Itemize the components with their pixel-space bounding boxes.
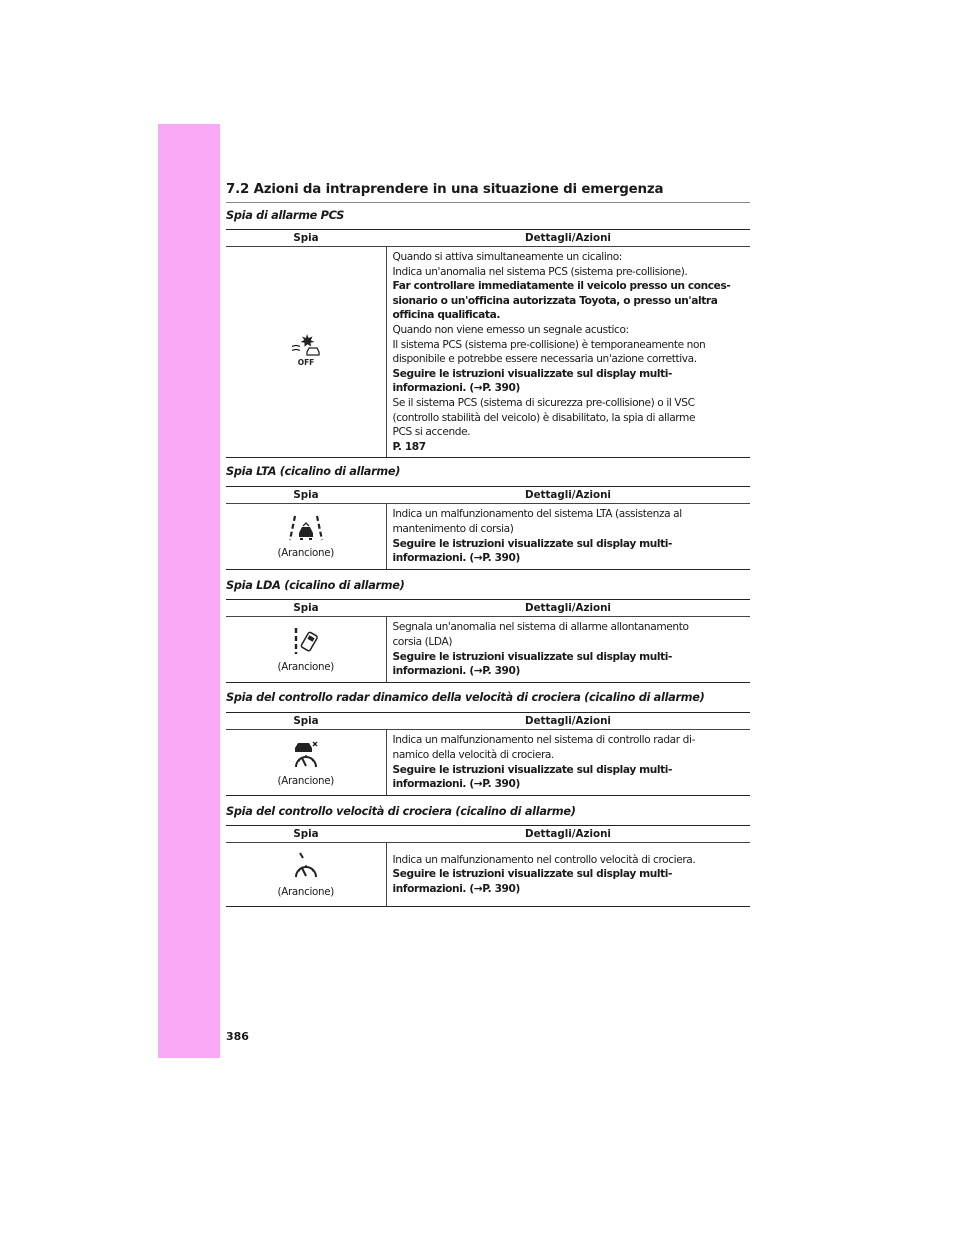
col-header-details: Dettagli/Azioni: [386, 600, 750, 617]
detail-line: (controllo stabilità del veicolo) è disabilitato, la spia di allarme: [392, 411, 696, 424]
pcs-section-title: Spia di allarme PCS: [226, 209, 345, 222]
detail-line: mantenimento di corsia): [392, 522, 514, 535]
icon-cell: [226, 504, 386, 570]
detail-line: Seguire le istruzioni visualizzate sul display multi-: [392, 868, 673, 881]
detail-line: Indica un malfunzionamento del sistema LTA (assistenza al: [392, 508, 682, 521]
page-ref-link[interactable]: informazioni. (→P. 390): [392, 778, 520, 791]
detail-line: namico della velocità di crociera.: [392, 748, 554, 761]
col-header-details: Dettagli/Azioni: [386, 230, 750, 247]
detail-line: Seguire le istruzioni visualizzate sul display multi-: [392, 763, 673, 776]
detail-line: Quando si attiva simultaneamente un cicalino:: [392, 251, 622, 263]
cruise-control-icon: [292, 852, 320, 884]
lda-details: [386, 617, 750, 683]
detail-line: Seguire le istruzioni visualizzate sul display multi-: [392, 537, 673, 550]
page-ref-link[interactable]: informazioni. (→P. 390): [392, 552, 520, 565]
detail-line: Indica un malfunzionamento nel controllo velocità di crociera.: [392, 853, 696, 866]
detail-line: Il sistema PCS (sistema pre-collisione) è temporaneamente non: [392, 338, 706, 351]
page-ref-link[interactable]: informazioni. (→P. 390): [392, 382, 520, 395]
cruise-details: [386, 843, 750, 907]
col-header-spia: Spia: [226, 230, 386, 247]
lda-warning-table: [226, 599, 750, 683]
col-header-spia: Spia: [226, 600, 386, 617]
detail-line: Se il sistema PCS (sistema di sicurezza pre-collisione) o il VSC: [392, 396, 695, 409]
icon-color-label: (Arancione): [277, 546, 335, 559]
pcs-details: [386, 247, 750, 458]
radar-cruise-section-title: Spia del controllo radar dinamico della velocità di crociera (cicalino di allarme): [226, 691, 705, 704]
pcs-warning-table: [226, 229, 750, 458]
detail-line: Indica un malfunzionamento nel sistema di controllo radar di-: [392, 734, 695, 747]
lda-section-title: Spia LDA (cicalino di allarme): [226, 579, 405, 592]
col-header-spia: Spia: [226, 826, 386, 843]
pcs-off-icon: [289, 333, 323, 371]
lta-icon: [288, 515, 324, 545]
icon-color-label: (Arancione): [277, 885, 335, 898]
icon-cell: [226, 617, 386, 683]
cruise-warning-table: [226, 825, 750, 907]
col-header-spia: Spia: [226, 487, 386, 504]
icon-color-label: (Arancione): [277, 774, 335, 787]
icon-color-label: (Arancione): [277, 660, 335, 673]
lda-icon: [291, 627, 321, 659]
lta-warning-table: [226, 486, 750, 570]
section-title: 7.2 Azioni da intraprendere in una situazione di emergenza: [226, 182, 664, 197]
chapter-side-tab: [158, 124, 220, 1058]
detail-line: Seguire le istruzioni visualizzate sul display multi-: [392, 367, 673, 380]
lta-details: [386, 504, 750, 570]
cruise-section-title: Spia del controllo velocità di crociera (cicalino di allarme): [226, 805, 576, 818]
section-header: [226, 178, 750, 203]
detail-line: PCS si accende.: [392, 426, 471, 439]
page-number: 386: [226, 1030, 249, 1043]
col-header-details: Dettagli/Azioni: [386, 826, 750, 843]
icon-cell: [226, 247, 386, 458]
icon-cell: [226, 730, 386, 796]
icon-cell: [226, 843, 386, 907]
detail-line: Quando non viene emesso un segnale acustico:: [392, 323, 629, 336]
page-ref-link[interactable]: informazioni. (→P. 390): [392, 665, 520, 678]
detail-line: corsia (LDA): [392, 635, 453, 648]
detail-line: officina qualificata.: [392, 309, 500, 322]
lta-section-title: Spia LTA (cicalino di allarme): [226, 465, 401, 478]
detail-line: Indica un'anomalia nel sistema PCS (sistema pre-collisione).: [392, 265, 688, 278]
page-ref-link[interactable]: P. 187: [392, 440, 426, 453]
col-header-details: Dettagli/Azioni: [386, 487, 750, 504]
svg-text:OFF: OFF: [297, 358, 315, 368]
detail-line: Segnala un'anomalia nel sistema di allarme allontanamento: [392, 621, 689, 634]
radar-cruise-icon: [291, 739, 321, 773]
detail-line: disponibile e potrebbe essere necessaria un'azione correttiva.: [392, 353, 697, 366]
detail-line: Far controllare immediatamente il veicolo presso un conces-: [392, 280, 731, 293]
col-header-details: Dettagli/Azioni: [386, 713, 750, 730]
col-header-spia: Spia: [226, 713, 386, 730]
detail-line: Seguire le istruzioni visualizzate sul display multi-: [392, 650, 673, 663]
detail-line: sionario o un'officina autorizzata Toyota, o presso un'altra: [392, 294, 718, 307]
page-ref-link[interactable]: informazioni. (→P. 390): [392, 882, 520, 895]
radar-cruise-warning-table: [226, 712, 750, 796]
radar-cruise-details: [386, 730, 750, 796]
